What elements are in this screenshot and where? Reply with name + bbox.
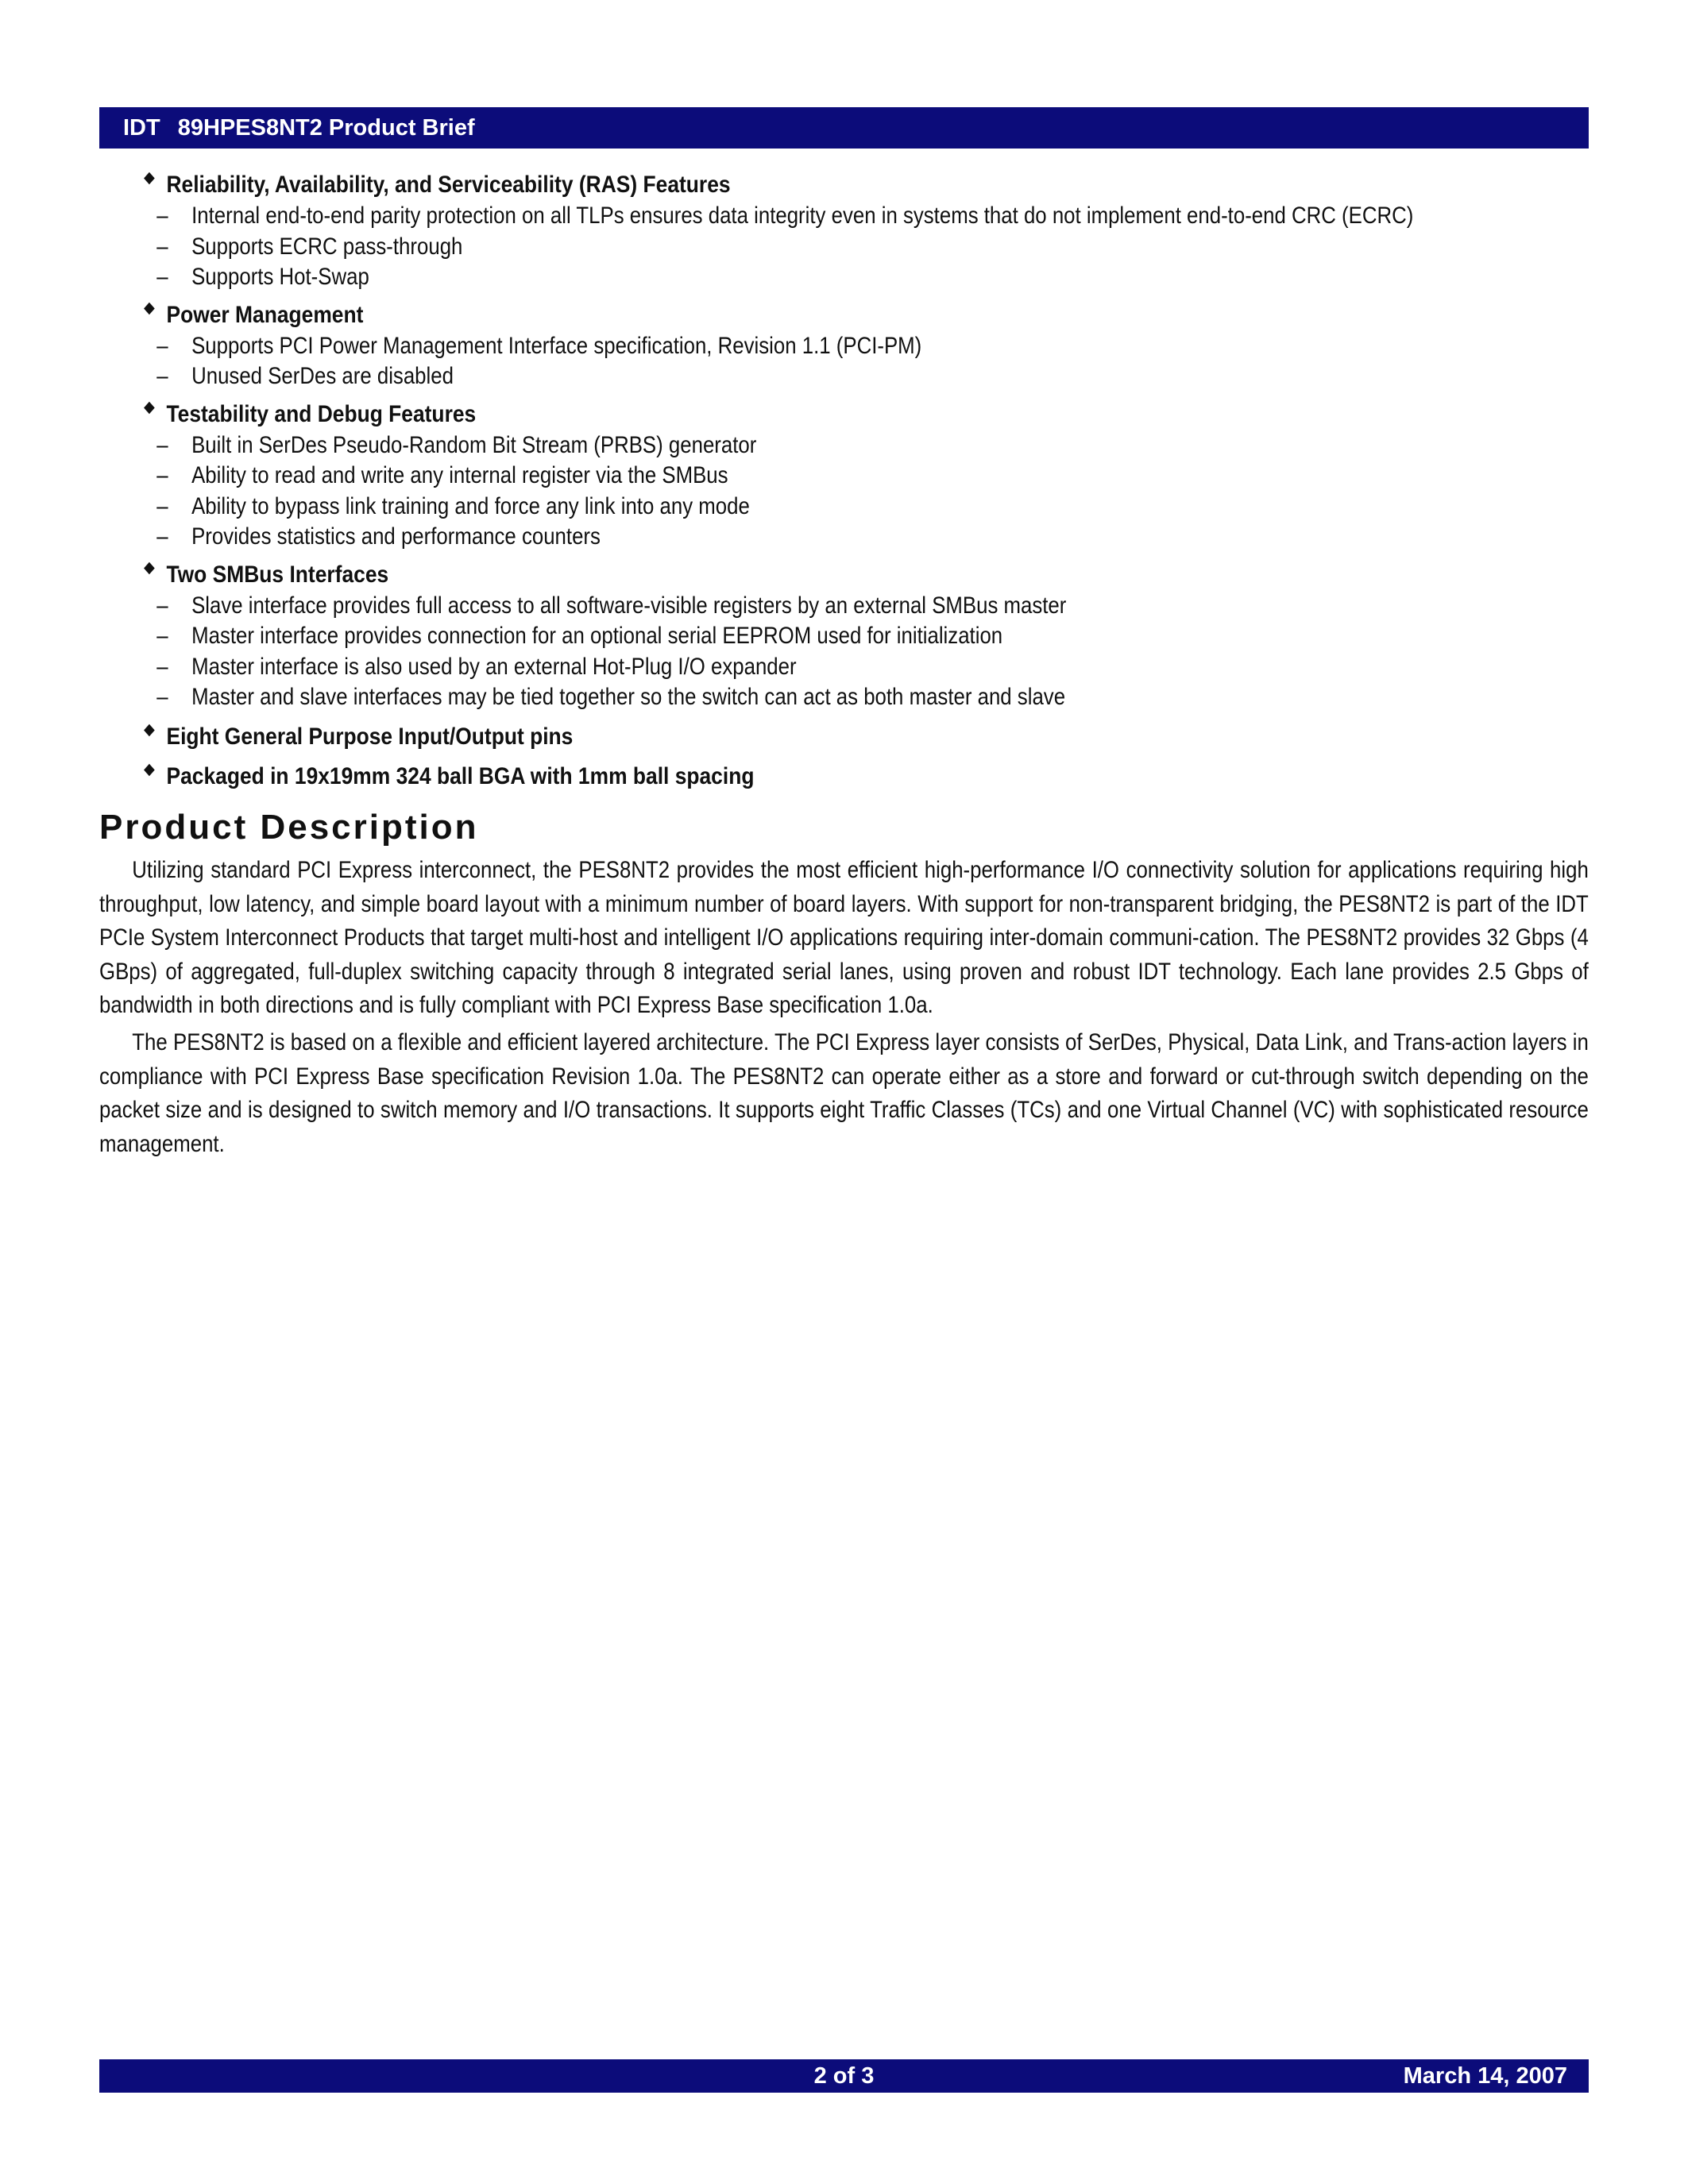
feature-testability <box>99 399 1589 553</box>
feature-title: Power Management <box>166 301 364 328</box>
feature-title: Eight General Purpose Input/Output pins <box>166 723 574 750</box>
header-company: IDT <box>123 115 160 141</box>
list-item: – Built in SerDes Pseudo-Random Bit Stream (PRBS) generator <box>156 431 757 458</box>
footer-date: March 14, 2007 <box>1403 2063 1567 2089</box>
description-paragraph: Utilizing standard PCI Express interconnect, the PES8NT2 provides the most efficient high-performance I/O connectivity solution for applications requiring high throughput, low latency, and simple board layout with a minimum number of board layers. With support for non-transparent bridging, the PES8NT2 is part of the IDT PCIe System Interconnect Products that target multi-host and intelligent I/O applications requiring inter-domain communi-cation. The PES8NT2 provides 32 Gbps (4 GBps) of aggregated, full-duplex switching capacity through 8 integrated serial lanes, using proven and robust IDT technology. Each lane provides 2.5 Gbps of bandwidth in both directions and is fully compliant with PCI Express Base specification 1.0a. <box>99 857 1589 1018</box>
feature-sub-list <box>99 430 1589 553</box>
diamond-bullet-icon <box>144 723 155 736</box>
page-number: 2 of 3 <box>813 2063 875 2089</box>
list-item: – Internal end-to-end parity protection on all TLPs ensures data integrity even in systems that do not implement end-to-end CRC (ECRC) <box>156 203 1414 229</box>
list-item: – Master interface is also used by an external Hot-Plug I/O expander <box>156 653 797 680</box>
feature-list <box>99 163 1589 793</box>
diamond-bullet-icon <box>144 302 155 314</box>
feature-title: Two SMBus Interfaces <box>166 561 389 588</box>
diamond-bullet-icon <box>144 172 155 185</box>
feature-sub-list <box>99 331 1589 392</box>
list-item: – Ability to bypass link training and force any link into any mode <box>156 492 750 519</box>
list-item: – Unused SerDes are disabled <box>156 363 454 389</box>
list-item: – Ability to read and write any internal register via the SMBus <box>156 462 728 488</box>
feature-sub-list <box>99 591 1589 713</box>
footer-bar <box>99 2059 1589 2093</box>
list-item: – Supports ECRC pass-through <box>156 233 463 260</box>
list-item: – Master and slave interfaces may be tied together so the switch can act as both master and slave <box>156 684 1066 710</box>
section-heading: Product Description <box>99 808 479 847</box>
feature-title: Testability and Debug Features <box>166 400 477 427</box>
list-item: – Master interface provides connection for an optional serial EEPROM used for initialization <box>156 623 1003 649</box>
feature-title: Reliability, Availability, and Serviceability (RAS) Features <box>166 172 731 198</box>
feature-ras <box>99 169 1589 293</box>
feature-sub-list <box>99 201 1589 293</box>
header-title: 89HPES8NT2 Product Brief <box>177 115 475 141</box>
feature-package <box>99 761 1589 793</box>
feature-gpio <box>99 721 1589 753</box>
diamond-bullet-icon <box>144 763 155 776</box>
feature-smbus <box>99 559 1589 713</box>
feature-title: Packaged in 19x19mm 324 ball BGA with 1mm ball spacing <box>166 762 755 789</box>
diamond-bullet-icon <box>144 561 155 574</box>
list-item: – Provides statistics and performance counters <box>156 523 601 550</box>
description-paragraph: The PES8NT2 is based on a flexible and efficient layered architecture. The PCI Express layer consists of SerDes, Physical, Data Link, and Trans-action layers in compliance with PCI Express Base specification Revision 1.0a. The PES8NT2 can operate either as a store and forward or cut-through switch depending on the packet size and is designed to switch memory and I/O transactions. It supports eight Traffic Classes (TCs) and one Virtual Channel (VC) with sophisticated resource management. <box>99 1029 1589 1157</box>
list-item: – Slave interface provides full access to all software-visible registers by an external SMBus master <box>156 592 1067 619</box>
diamond-bullet-icon <box>144 401 155 414</box>
list-item: – Supports Hot-Swap <box>156 264 369 290</box>
list-item: – Supports PCI Power Management Interface specification, Revision 1.1 (PCI-PM) <box>156 332 922 359</box>
feature-power-management <box>99 299 1589 392</box>
header-bar <box>99 107 1589 149</box>
